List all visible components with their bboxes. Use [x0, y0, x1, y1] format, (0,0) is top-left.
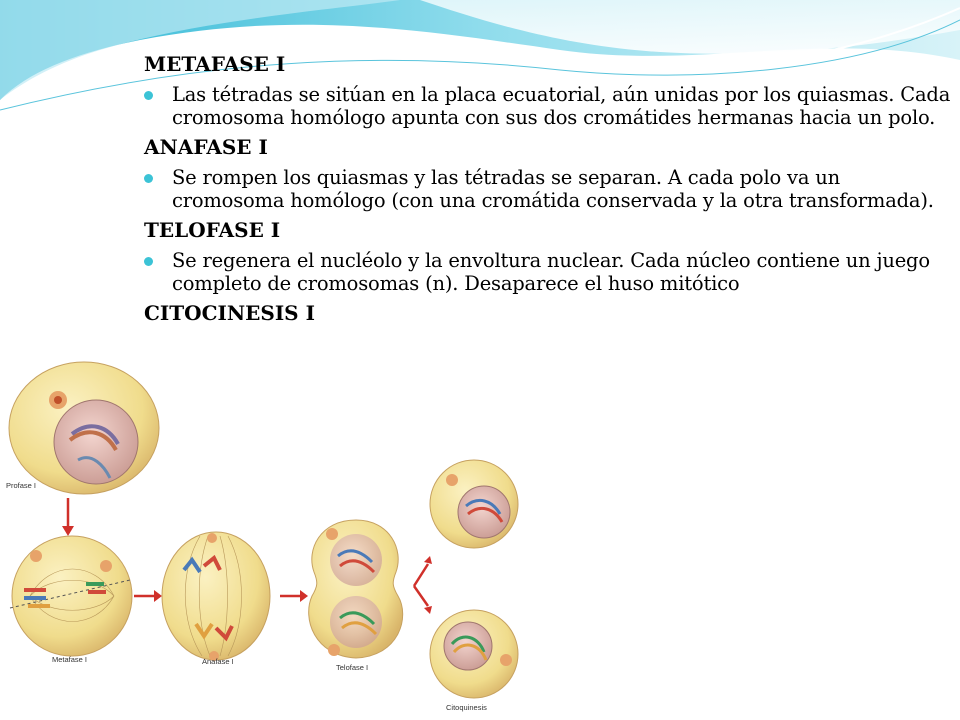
- slide-body: [144, 52, 954, 325]
- bullet-dot-icon: [144, 257, 153, 266]
- arrow-head-icon: [300, 590, 308, 602]
- meiosis-illustration: [0, 360, 525, 720]
- cell-citoquinesis-top: [430, 460, 518, 548]
- cell-anafase: [162, 532, 270, 661]
- label-anafase: Anafase I: [202, 657, 234, 666]
- bullet-dot-icon: [144, 174, 153, 183]
- heading-anafase: ANAFASE I: [144, 135, 268, 159]
- bullet-anafase: [144, 167, 954, 212]
- label-profase: Profase I: [6, 481, 37, 490]
- cell-profase: [9, 362, 159, 494]
- heading-citocinesis: CITOCINESIS I: [144, 301, 315, 325]
- bullet-telofase: [144, 250, 954, 295]
- arrow-head-icon: [62, 526, 74, 536]
- cell-metafase: [10, 536, 132, 656]
- arrow-head-icon: [424, 556, 432, 564]
- bullet-text: Las tétradas se sitúan en la placa ecuatorial, aún unidas por los quiasmas. Cada cromosoma homólogo apunta con sus dos cromátides hermanas hacia un polo.: [172, 83, 951, 129]
- bullet-text: Se rompen los quiasmas y las tétradas se separan. A cada polo va un cromosoma homólogo (con una cromátida conservada y la otra transformada).: [172, 166, 934, 212]
- arrow-head-icon: [154, 590, 162, 602]
- heading-metafase: METAFASE I: [144, 52, 286, 76]
- branch-arrows: [414, 556, 432, 614]
- bullet-metafase: [144, 84, 954, 129]
- label-metafase: Metafase I: [52, 655, 88, 664]
- heading-telofase: TELOFASE I: [144, 218, 281, 242]
- bullet-dot-icon: [144, 91, 153, 100]
- label-citoquinesis: Citoquinesis: [446, 703, 487, 712]
- cell-telofase: [309, 520, 403, 658]
- arrow-icon: [414, 586, 428, 606]
- label-telofase: Telofase I: [336, 663, 369, 672]
- bullet-text: Se regenera el nucléolo y la envoltura nuclear. Cada núcleo contiene un juego completo de cromosomas (n). Desaparece el huso mitótico: [172, 249, 930, 295]
- cell-citoquinesis-bottom: [430, 610, 518, 698]
- arrow-icon: [414, 564, 428, 586]
- arrow-head-icon: [424, 606, 432, 614]
